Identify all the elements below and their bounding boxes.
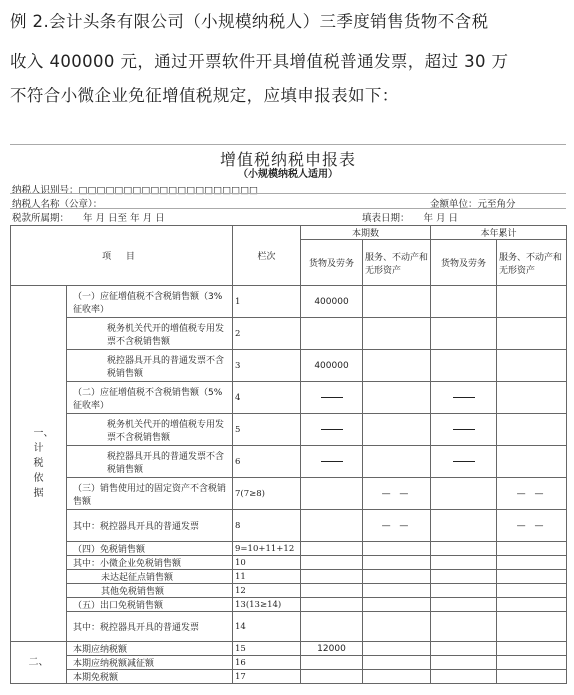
row-9-year-services [497,542,567,556]
row-8-services-blocked: — — [363,510,431,542]
row-3-year-goods [431,350,497,382]
fill-date-value: 年 月 日 [423,213,459,224]
row-2-year-services [497,318,567,350]
row-13-col: 13(13≥14) [233,598,301,612]
row-7-year-services-blocked: — — [497,478,567,510]
intro-line-3: 不符合小微企业免征增值税规定，应填申报表如下： [10,86,399,105]
row-13-year-goods [431,598,497,612]
row-11-year-goods [431,570,497,584]
row-7-goods [301,478,363,510]
row-10-col: 10 [233,556,301,570]
row-14-year-services [497,612,567,642]
row-7-col: 7(7≥8) [233,478,301,510]
row-6-year-services [497,446,567,478]
row-5-item: 税务机关代开的增值税专用发票不含税销售额 [67,414,233,446]
row-16-services [363,656,431,670]
row-3-goods: 400000 [301,350,363,382]
row-12-item: 其他免税销售额 [67,584,233,598]
row-15-col: 15 [233,642,301,656]
row-1-services [363,286,431,318]
row-17-goods [301,670,363,684]
fill-date [362,210,458,224]
row-12-year-goods [431,584,497,598]
row-10-services [363,556,431,570]
row-16-year-goods [431,656,497,670]
row-13-services [363,598,431,612]
row-12-year-services [497,584,567,598]
header-goods-current: 货物及劳务 [301,240,363,286]
header-services-current: 服务、不动产和无形资产 [363,240,431,286]
row-8-item: 其中：税控器具开具的普通发票 [67,510,233,542]
row-11-goods [301,570,363,584]
row-3-services [363,350,431,382]
row-15-goods: 12000 [301,642,363,656]
row-8-col: 8 [233,510,301,542]
form-title: 增值税纳税申报表 [219,150,356,169]
row-1-goods: 400000 [301,286,363,318]
row-9-goods [301,542,363,556]
header-goods-year: 货物及劳务 [431,240,497,286]
row-9-services [363,542,431,556]
header-services-year: 服务、不动产和无形资产 [497,240,567,286]
row-17-year-services [497,670,567,684]
row-8-year-goods [431,510,497,542]
meta-rule-2 [10,208,566,209]
row-1-year-services [497,286,567,318]
row-4-services [363,382,431,414]
row-12-col: 12 [233,584,301,598]
row-5-year-services [497,414,567,446]
row-3-item: 税控器具开具的普通发票不含税销售额 [67,350,233,382]
row-14-col: 14 [233,612,301,642]
row-16-item: 本期应纳税额减征额 [67,656,233,670]
row-2-item: 税务机关代开的增值税专用发票不含税销售额 [67,318,233,350]
row-11-services [363,570,431,584]
row-2-year-goods [431,318,497,350]
tax-period [12,210,165,224]
row-6-col: 6 [233,446,301,478]
row-3-year-services [497,350,567,382]
header-column-no: 栏次 [233,226,301,286]
intro-line-2: 收入 400000 元，通过开票软件开具增值税普通发票，超过 30 万 [10,52,509,71]
row-14-services [363,612,431,642]
section-tax-basis [11,286,67,642]
row-2-goods [301,318,363,350]
row-15-year-services [497,642,567,656]
declaration-table [10,225,567,684]
row-12-services [363,584,431,598]
row-10-item: 其中：小微企业免税销售额 [67,556,233,570]
row-14-item: 其中：税控器具开具的普通发票 [67,612,233,642]
row-5-goods-blocked [301,414,363,446]
row-3-col: 3 [233,350,301,382]
fill-date-label: 填表日期： [362,213,410,224]
row-9-col: 9=10+11+12 [233,542,301,556]
row-16-goods [301,656,363,670]
row-11-col: 11 [233,570,301,584]
row-13-goods [301,598,363,612]
row-5-services [363,414,431,446]
header-current-period: 本期数 [301,226,431,240]
row-2-col: 2 [233,318,301,350]
row-12-goods [301,584,363,598]
meta-rule-1 [10,193,566,194]
row-16-col: 16 [233,656,301,670]
section-tax-calc: 二、 [11,642,67,684]
form-top-rule [10,144,566,145]
row-14-goods [301,612,363,642]
row-14-year-goods [431,612,497,642]
row-8-goods [301,510,363,542]
row-8-year-services-blocked: — — [497,510,567,542]
row-15-item: 本期应纳税额 [67,642,233,656]
row-10-year-services [497,556,567,570]
row-11-item: 未达起征点销售额 [67,570,233,584]
row-1-year-goods [431,286,497,318]
intro-line-1: 例 2.会计头条有限公司（小规模纳税人）三季度销售货物不含税 [10,12,489,31]
row-6-year-goods-blocked [431,446,497,478]
row-15-year-goods [431,642,497,656]
row-17-col: 17 [233,670,301,684]
row-4-year-goods-blocked [431,382,497,414]
row-1-item: （一）应征增值税不含税销售额（3%征收率） [67,286,233,318]
row-6-services [363,446,431,478]
taxpayer-name-label: 纳税人名称（公章）： [12,199,103,210]
row-10-goods [301,556,363,570]
row-13-year-services [497,598,567,612]
row-13-item: （五）出口免税销售额 [67,598,233,612]
form-subtitle: （小规模纳税人适用） [238,169,338,180]
row-5-col: 5 [233,414,301,446]
row-9-item: （四）免税销售额 [67,542,233,556]
taxpayer-id-boxes: □□□□□□□□□□□□□□□□□□□□ [78,185,259,196]
row-16-year-services [497,656,567,670]
row-5-year-goods-blocked [431,414,497,446]
header-item: 项 目 [11,226,233,286]
row-6-item: 税控器具开具的普通发票不含税销售额 [67,446,233,478]
row-4-col: 4 [233,382,301,414]
row-17-item: 本期免税额 [67,670,233,684]
row-7-item: （三）销售使用过的固定资产不含税销售额 [67,478,233,510]
row-4-goods-blocked [301,382,363,414]
row-17-services [363,670,431,684]
tax-period-label: 税款所属期： [12,213,70,224]
row-4-year-services [497,382,567,414]
row-17-year-goods [431,670,497,684]
row-1-col: 1 [233,286,301,318]
row-11-year-services [497,570,567,584]
tax-period-value: 年 月 日至 年 月 日 [83,213,165,224]
header-year-cumulative: 本年累计 [431,226,567,240]
row-6-goods-blocked [301,446,363,478]
row-4-item: （二）应征增值税不含税销售额（5%征收率） [67,382,233,414]
row-10-year-goods [431,556,497,570]
row-2-services [363,318,431,350]
row-7-services-blocked: — — [363,478,431,510]
row-15-services [363,642,431,656]
amount-unit: 金额单位：元至角分 [430,199,516,210]
row-7-year-goods [431,478,497,510]
section-tax-basis-label: 一、计税依据 [33,428,54,499]
taxpayer-id-label: 纳税人识别号： [12,185,79,196]
row-9-year-goods [431,542,497,556]
